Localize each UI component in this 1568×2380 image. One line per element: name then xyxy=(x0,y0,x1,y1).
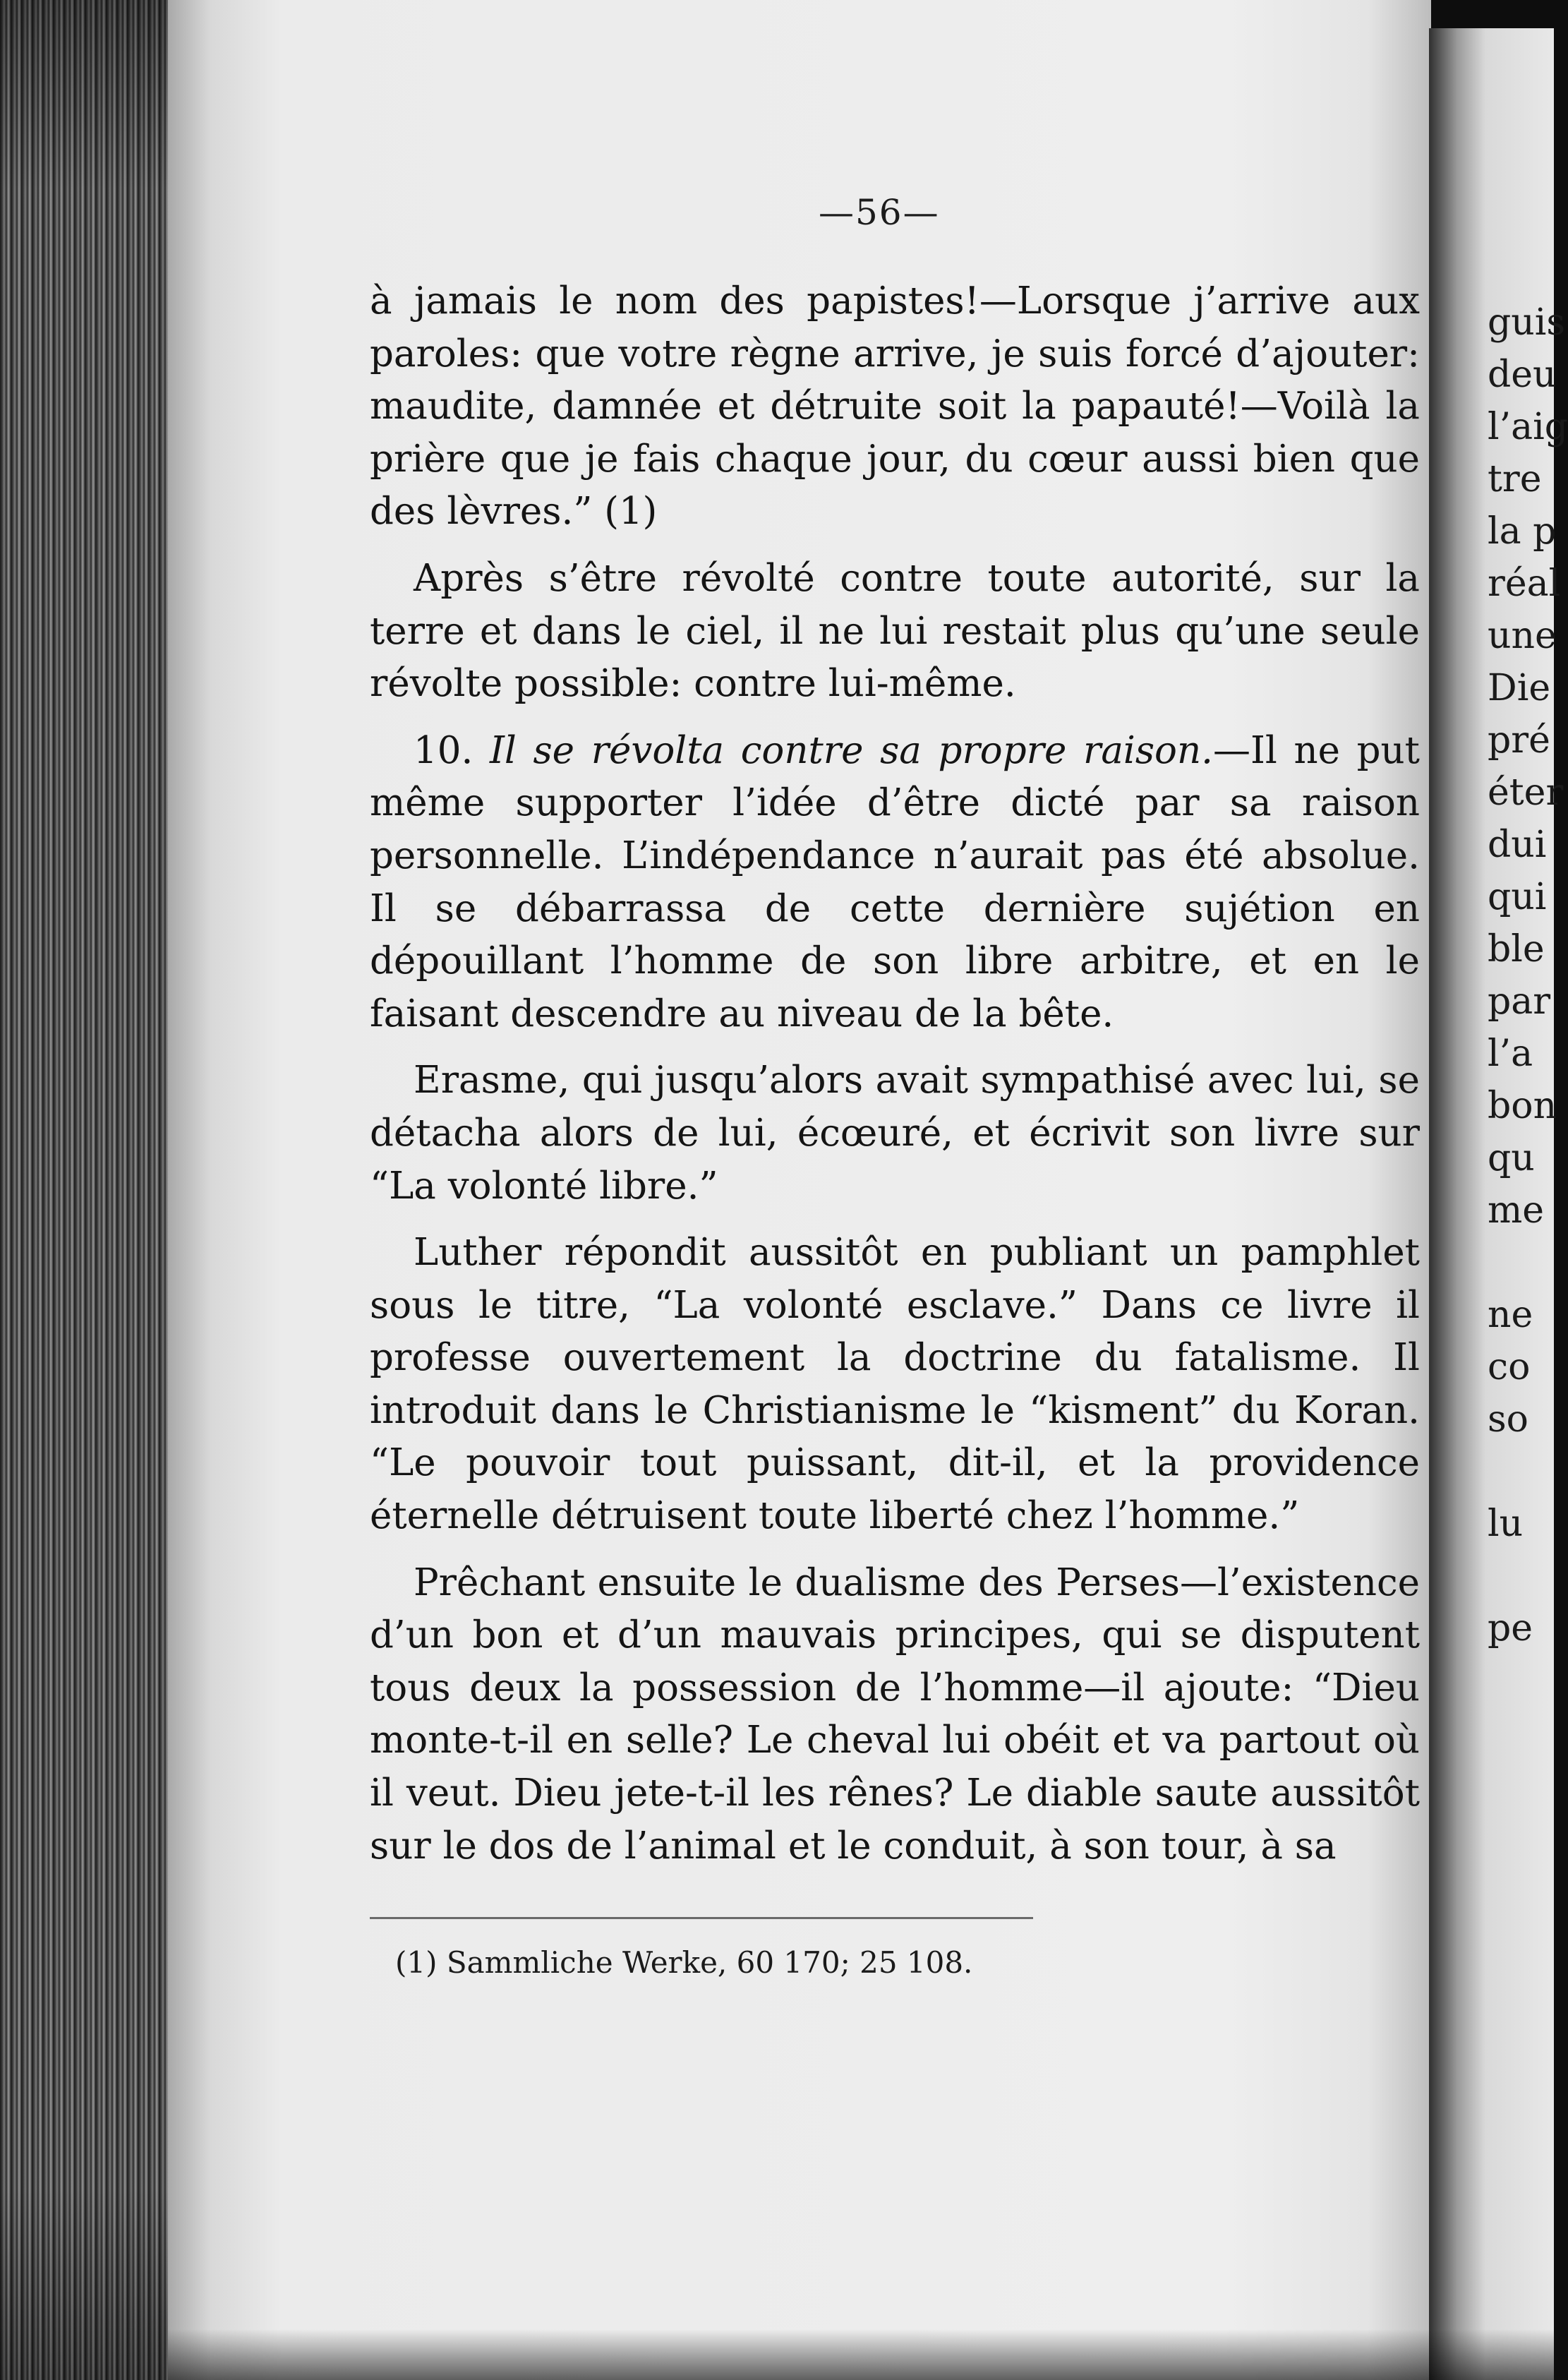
section-number: 10. xyxy=(414,728,474,772)
facing-fragment: Die xyxy=(1488,667,1551,709)
facing-fragment xyxy=(1488,1237,1554,1289)
bottom-shadow xyxy=(168,2329,1554,2380)
paragraph: Erasme, qui jusqu’alors avait sympathisé avec lui, se détacha alors de lui, écœuré, et écrivit son livre sur “La volonté libre.” xyxy=(370,1059,1420,1208)
facing-fragment: co xyxy=(1488,1346,1531,1388)
facing-fragment: pe xyxy=(1488,1607,1533,1649)
facing-page-text xyxy=(1488,296,1568,1779)
facing-fragment xyxy=(1488,1550,1554,1602)
facing-fragment: l’a xyxy=(1488,1033,1533,1075)
facing-fragment: qui xyxy=(1488,876,1547,918)
facing-fragment: tre xyxy=(1488,458,1542,500)
facing-fragment: une xyxy=(1488,615,1557,657)
facing-fragment: bon xyxy=(1488,1085,1557,1127)
page-edges xyxy=(0,0,176,2380)
facing-fragment: qu xyxy=(1488,1137,1535,1179)
facing-fragment: deu xyxy=(1488,354,1557,396)
section-paragraph: 10. Il se révolta contre sa propre raison.—Il ne put même supporter l’idée d’être dicté par sa raison personnelle. L’indépendance n’aurait pas été absolue. Il se débarrassa de cette dernière sujétion en dépouillant l’homme de son libre arbitre, et en le faisant descendre au niveau de la bête. xyxy=(370,728,1420,1035)
facing-fragment xyxy=(1488,1446,1554,1498)
footnote: (1) Sammliche Werke, 60 170; 25 108. xyxy=(395,1945,973,1980)
paragraph: Luther répondit aussitôt en publiant un pamphlet sous le titre, “La volonté esclave.” Dans ce livre il professe ouvertement la doctrine du fatalisme. Il introduit dans le Christianisme le “kisment” du Koran. “Le pouvoir tout puissant, dit-il, et la providence éternelle détruisent toute liberté chez l’homme.” xyxy=(370,1231,1420,1538)
facing-fragment: la p xyxy=(1488,510,1557,553)
facing-fragment: réal xyxy=(1488,563,1561,605)
body-text xyxy=(370,275,1420,1887)
facing-fragment: éter xyxy=(1488,771,1564,814)
page-number: —56— xyxy=(819,192,940,233)
paragraph: Prêchant ensuite le dualisme des Perses—l’existence d’un bon et d’un mauvais principes, qui se disputent tous deux la possession de l’homme—il ajoute: “Dieu monte-t-il en selle? Le cheval lui obéit et va partout où il veut. Dieu jete-t-il les rênes? Le diable saute aussitôt sur le dos de l’animal et le conduit, à son tour, à sa xyxy=(370,1561,1420,1868)
facing-fragment: lu xyxy=(1488,1503,1524,1545)
facing-fragment: par xyxy=(1488,980,1551,1023)
facing-fragment: l’aig xyxy=(1488,406,1568,448)
facing-fragment: dui xyxy=(1488,824,1547,866)
facing-fragment: me xyxy=(1488,1189,1545,1232)
paragraph: à jamais le nom des papistes!—Lorsque j’arrive aux paroles: que votre règne arrive, je suis forcé d’ajouter: maudite, damnée et détruite soit la papauté!—Voilà la prière que je fais chaque jour, du cœur aussi bien que des lèvres.” (1) xyxy=(370,280,1420,534)
facing-fragment: guis xyxy=(1488,301,1566,344)
paragraph: Après s’être révolté contre toute autorité, sur la terre et dans le ciel, il ne lui restait plus qu’une seule révolte possible: contre lui-même. xyxy=(370,556,1420,706)
facing-fragment: so xyxy=(1488,1398,1528,1441)
section-heading: Il se révolta contre sa propre raison. xyxy=(489,728,1213,772)
facing-fragment: ble xyxy=(1488,928,1545,970)
footnote-rule xyxy=(370,1917,1033,1919)
facing-fragment: pré xyxy=(1488,719,1550,762)
facing-fragment: ne xyxy=(1488,1294,1533,1336)
